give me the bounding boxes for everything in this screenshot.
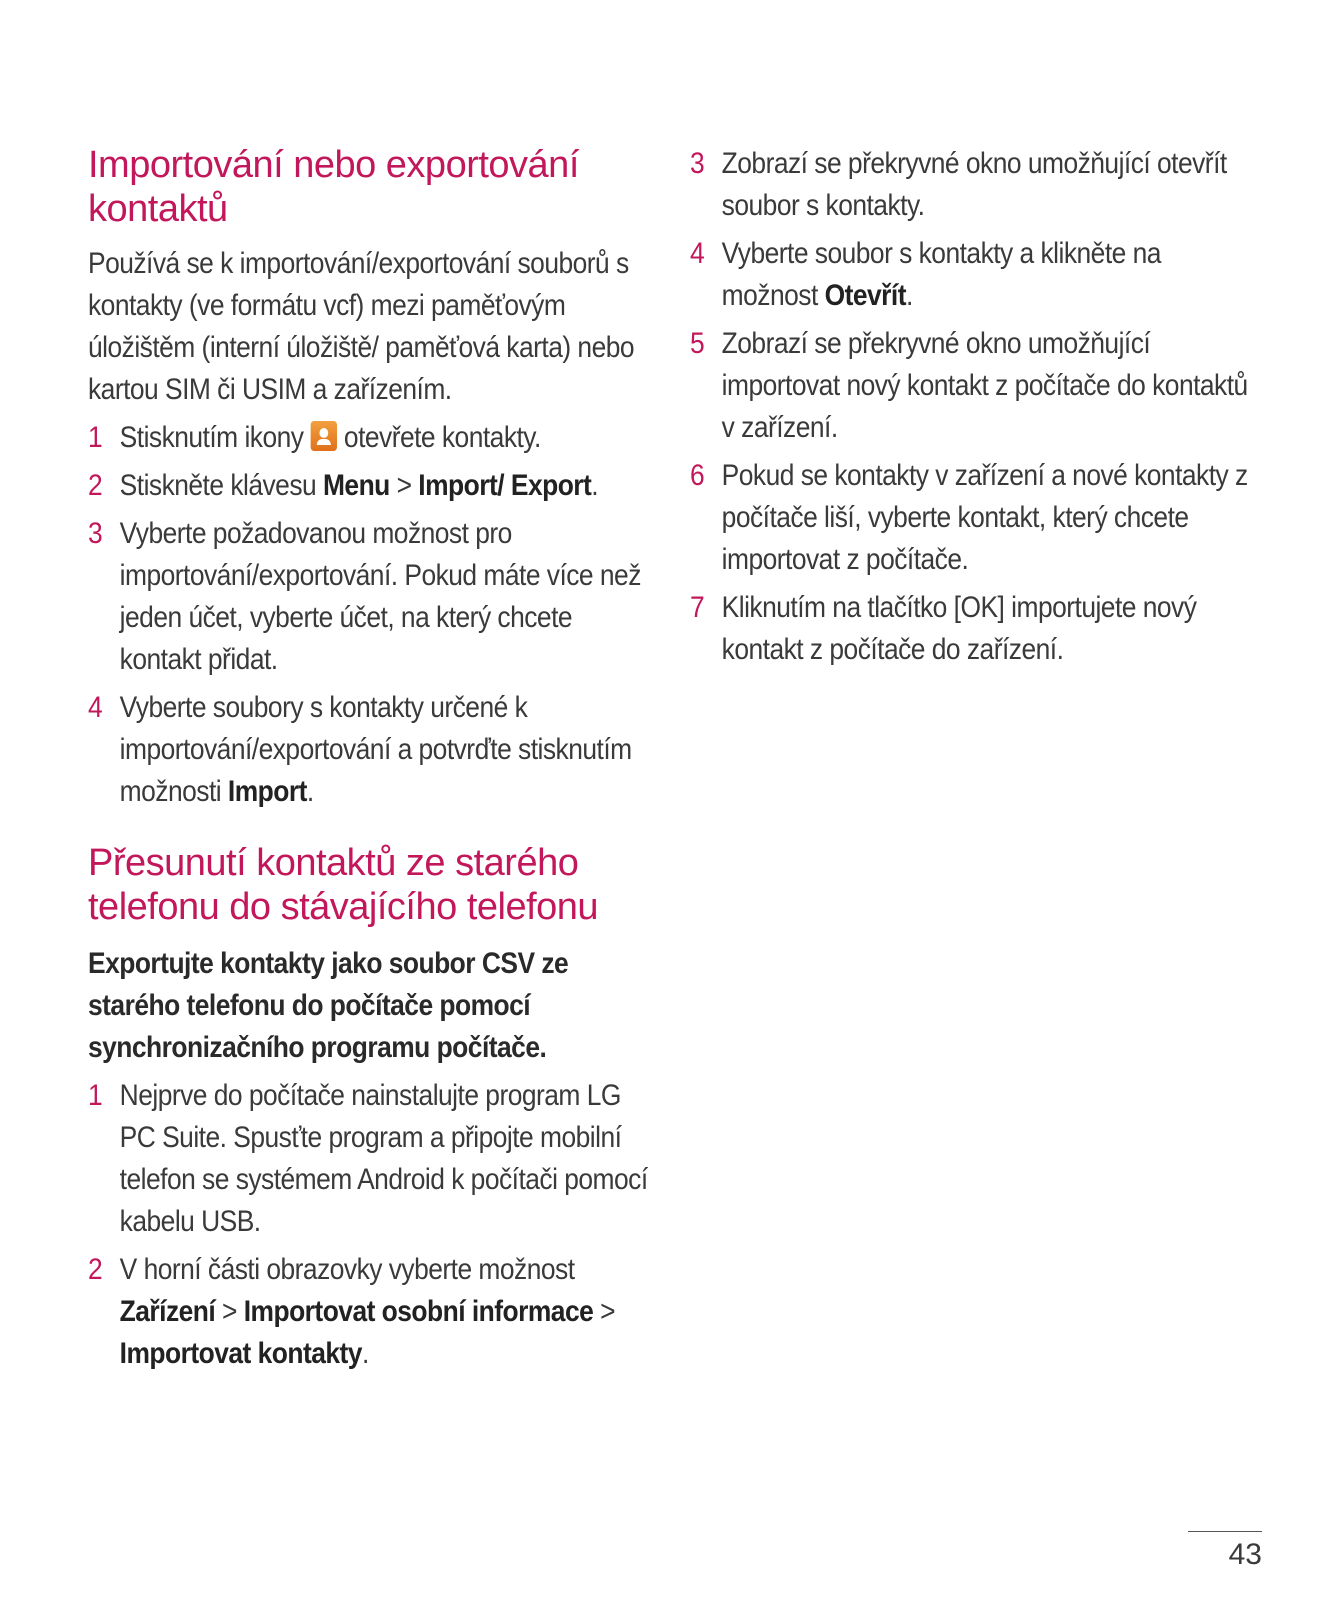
import-personal-info-label: Importovat osobní informace [243,1295,594,1328]
list-item [690,323,1253,449]
period: . [591,469,599,502]
period: . [361,1337,369,1370]
device-label: Zařízení [119,1295,216,1328]
period: . [306,775,314,808]
step-text: V horní části obrazovky vyberte možnost [119,1253,575,1286]
list-item [88,465,651,507]
step-text: Vyberte soubory s kontakty určené k importování/exportování a potvrďte stisknutím možnosti [119,691,632,808]
separator: > [389,469,419,502]
contacts-app-icon [310,421,336,451]
page-number: 43 [1188,1531,1262,1572]
section-title-import-export: Importování nebo exportování kontaktů [88,144,579,230]
step-number: 6 [690,459,705,492]
period: . [905,279,913,312]
transfer-steps-continued [690,143,1253,671]
transfer-steps-list [88,1075,651,1375]
step-text: Zobrazí se překryvné okno umožňující otevřít soubor s kontakty. [721,147,1227,222]
list-item [690,233,1253,317]
step-number: 2 [88,1253,103,1286]
menu-label: Menu [322,469,390,502]
list-item [690,455,1253,581]
step-number: 1 [88,1079,103,1112]
step-number: 3 [690,147,705,180]
import-label: Import [227,775,307,808]
step-text: otevřete kontakty. [343,421,541,454]
step-number: 4 [690,237,705,270]
step-number: 7 [690,591,705,624]
step-text: Zobrazí se překryvné okno umožňující importovat nový kontakt z počítače do kontaktů v zařízení. [721,327,1248,444]
list-item [88,687,651,813]
list-item [88,513,651,681]
step-number: 5 [690,327,705,360]
step-number: 1 [88,421,103,454]
step-number: 3 [88,517,103,550]
step-text: Vyberte soubor s kontakty a klikněte na možnost [721,237,1161,312]
separator: > [593,1295,615,1328]
list-item [690,143,1253,227]
step-text: Kliknutím na tlačítko [OK] importujete nový kontakt z počítače do zařízení. [721,591,1197,666]
section-subtitle: Exportujte kontakty jako soubor CSV ze starého telefonu do počítače pomocí synchronizačního programu počítače. [88,947,569,1064]
step-text: Stiskněte klávesu [119,469,323,502]
open-label: Otevřít [824,279,906,312]
step-text: Pokud se kontakty v zařízení a nové kontakty z počítače liší, vyberte kontakt, který chcete importovat z počítače. [721,459,1248,576]
left-column [88,143,648,1375]
list-item [690,587,1253,671]
import-contacts-label: Importovat kontakty [119,1337,362,1370]
step-text: Vyberte požadovanou možnost pro importování/exportování. Pokud máte více než jeden účet, vyberte účet, na který chcete kontakt přidat. [119,517,641,676]
import-steps-list [88,417,651,813]
intro-paragraph: Používá se k importování/exportování souborů s kontakty (ve formátu vcf) mezi paměťovým úložištěm (interní úložiště/ paměťová karta) nebo kartou SIM či USIM a zařízením. [88,247,635,406]
step-text: Stisknutím ikony [119,421,304,454]
list-item [88,417,651,459]
step-number: 2 [88,469,103,502]
separator: > [215,1295,244,1328]
list-item [88,1249,651,1375]
import-export-label: Import/ Export [418,469,592,502]
section-title-transfer: Přesunutí kontaktů ze starého telefonu do stávajícího telefonu [88,842,599,928]
step-number: 4 [88,691,103,724]
step-text: Nejprve do počítače nainstalujte program LG PC Suite. Spusťte program a připojte mobilní telefon se systémem Android k počítači pomocí kabelu USB. [119,1079,648,1238]
list-item [88,1075,651,1243]
right-column [690,143,1250,671]
